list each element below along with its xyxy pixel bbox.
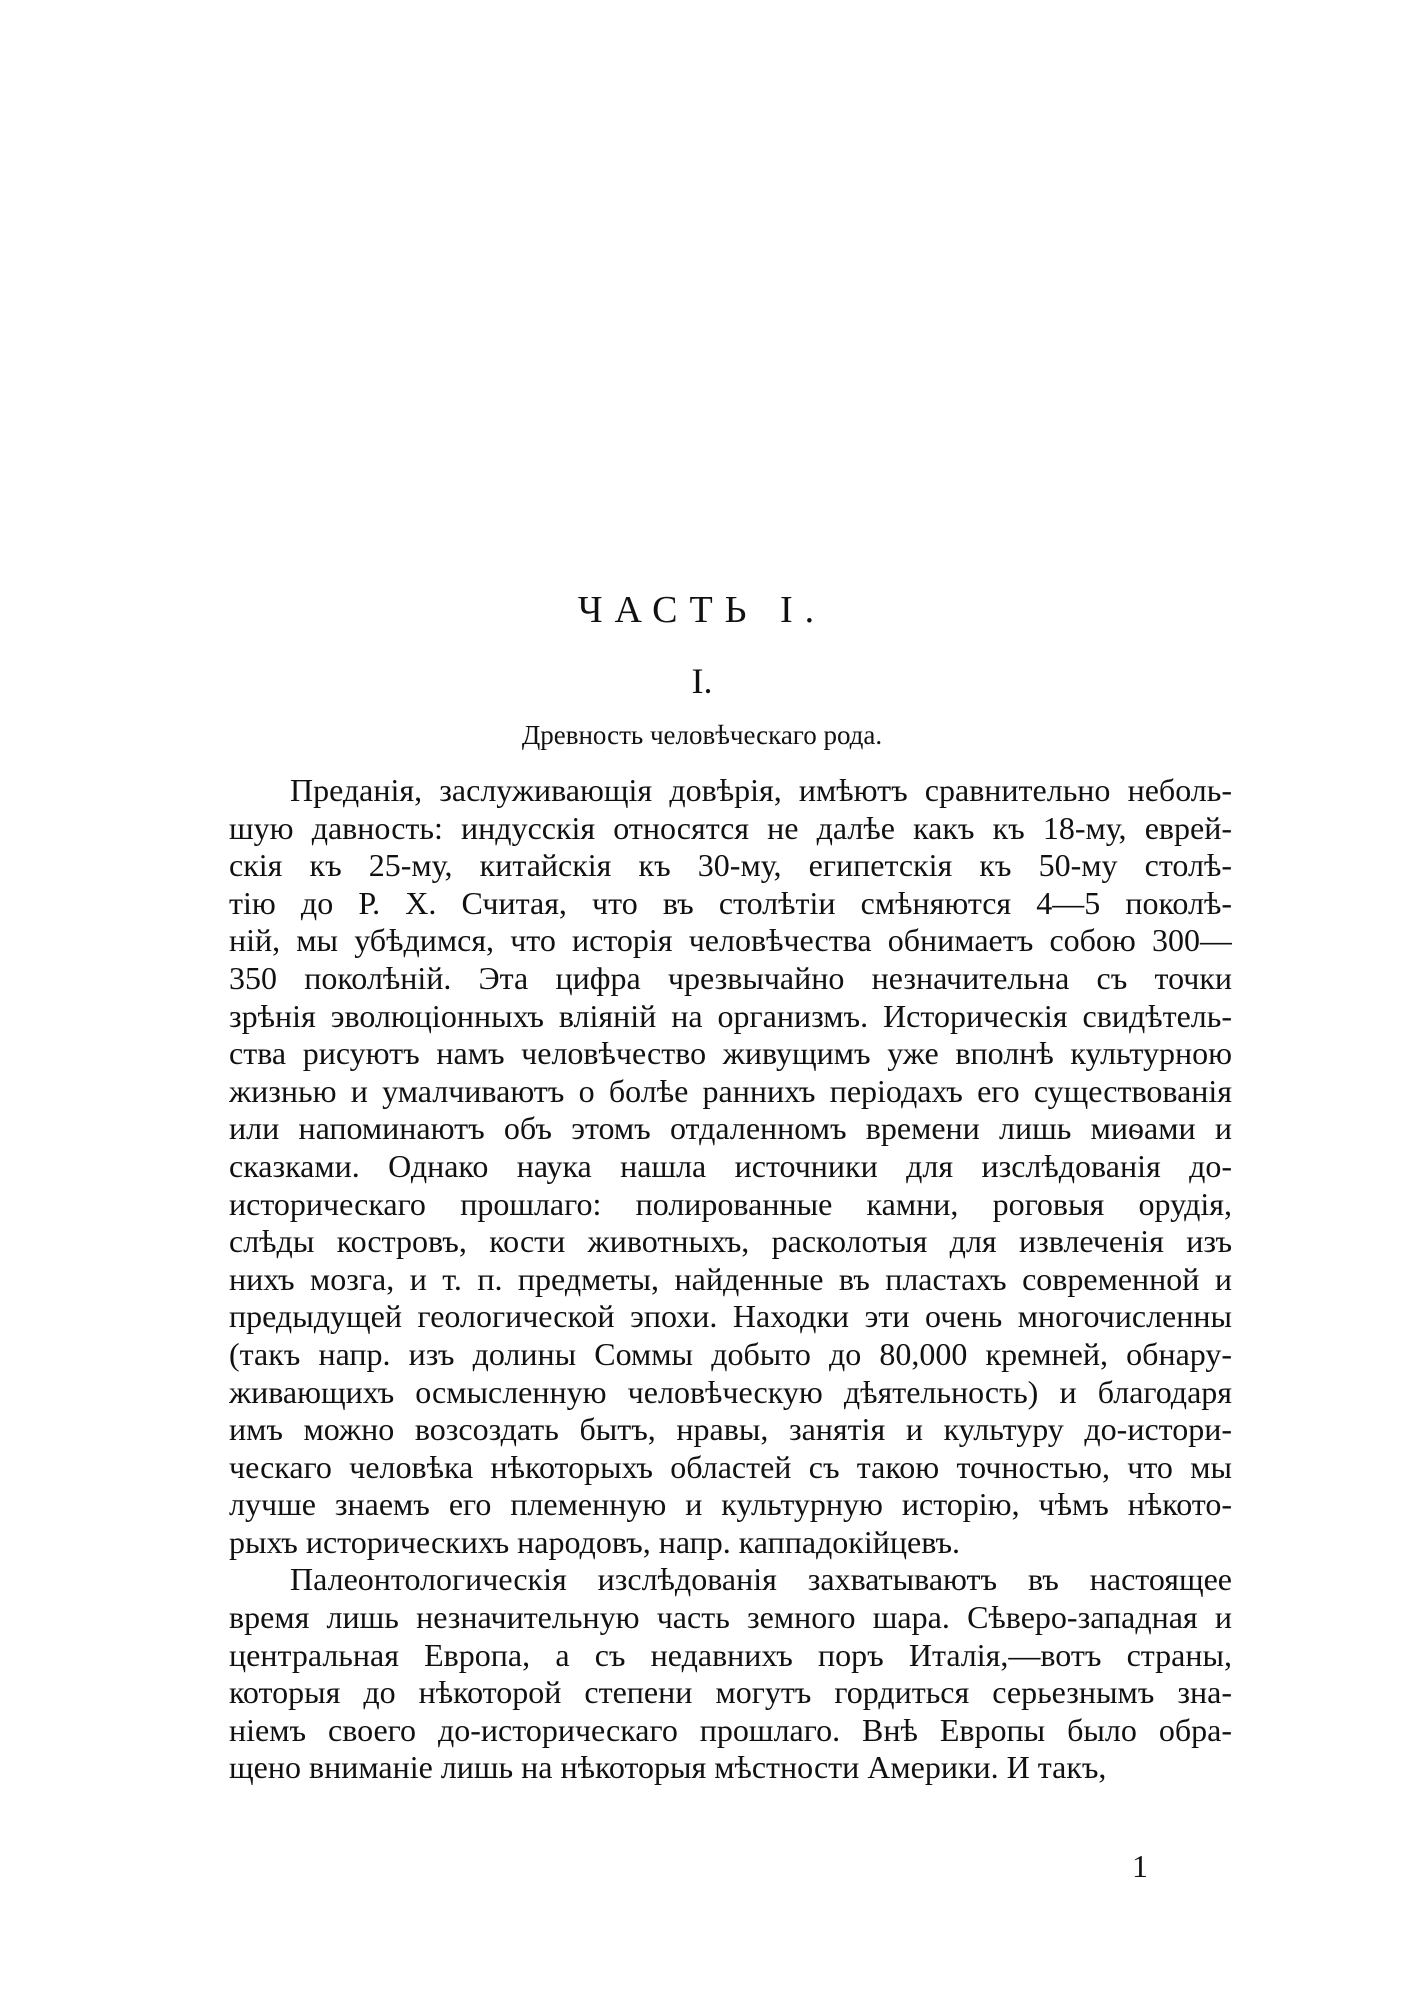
body-text <box>229 772 1232 1787</box>
text-line: жизнью и умалчиваютъ о болѣе раннихъ періодахъ его существованія <box>229 1072 1232 1109</box>
page-number: 1 <box>1132 1848 1148 1884</box>
paragraph <box>229 1561 1232 1787</box>
text-line: время лишь незначительную часть земного шара. Сѣверо-западная и <box>229 1599 1232 1636</box>
text-line: тію до Р. Х. Считая, что въ столѣтіи смѣняются 4—5 поколѣ- <box>229 884 1232 921</box>
text-line: щено вниманіе лишь на нѣкоторыя мѣстности Америки. И такъ, <box>229 1749 1107 1786</box>
chapter-title: Древность человѣческаго рода. <box>521 720 883 750</box>
text-line: предыдущей геологической эпохи. Находки эти очень многочисленны <box>229 1298 1232 1335</box>
text-line: ства рисуютъ намъ человѣчество живущимъ уже вполнѣ культурною <box>229 1035 1232 1072</box>
part-title: ЧАСТЬ I. <box>577 589 827 631</box>
text-line: центральная Европа, а съ недавнихъ поръ Италія,—вотъ страны, <box>229 1636 1232 1673</box>
text-line: ній, мы убѣдимся, что исторія человѣчества обнимаетъ собою 300— <box>229 922 1232 959</box>
text-line: (такъ напр. изъ долины Соммы добыто до 80,000 кремней, обнару- <box>229 1335 1232 1372</box>
text-line: скія къ 25-му, китайскія къ 30-му, египетскія къ 50-му столѣ- <box>229 847 1232 884</box>
text-line: лучше знаемъ его племенную и культурную исторію, чѣмъ нѣкото- <box>229 1486 1232 1523</box>
text-line: сказками. Однако наука нашла источники для изслѣдованія до- <box>229 1147 1232 1184</box>
text-line: слѣды костровъ, кости животныхъ, расколотыя для извлеченія изъ <box>229 1223 1232 1260</box>
text-line: Палеонтологическія изслѣдованія захватываютъ въ настоящее <box>290 1561 1232 1598</box>
text-line: нихъ мозга, и т. п. предметы, найденные въ пластахъ современной и <box>229 1260 1232 1297</box>
paragraph <box>229 772 1232 1561</box>
text-line: рыхъ историческихъ народовъ, напр. каппадокійцевъ. <box>229 1523 961 1560</box>
text-line: Преданія, заслуживающія довѣрія, имѣютъ сравнительно неболь- <box>290 772 1232 808</box>
text-line: или напоминаютъ объ этомъ отдаленномъ времени лишь миѳами и <box>229 1110 1232 1147</box>
text-line: зрѣнія эволюціонныхъ вліяній на организмъ. Историческія свидѣтель- <box>229 997 1232 1034</box>
text-line: 350 поколѣній. Эта цифра чрезвычайно незначительна съ точки <box>229 959 1232 996</box>
text-line: шую давность: индусскія относятся не далѣе какъ къ 18-му, еврей- <box>229 809 1232 846</box>
text-line: ніемъ своего до-историческаго прошлаго. Внѣ Европы было обра- <box>229 1711 1232 1748</box>
text-line: которыя до нѣкоторой степени могутъ гордиться серьезнымъ зна- <box>229 1674 1232 1711</box>
text-line: живающихъ осмысленную человѣческую дѣятельность) и благодаря <box>229 1373 1232 1410</box>
text-line: историческаго прошлаго: полированные камни, роговыя орудія, <box>229 1185 1232 1222</box>
text-line: ческаго человѣка нѣкоторыхъ областей съ такою точностью, что мы <box>229 1448 1232 1485</box>
text-line: имъ можно возсоздать бытъ, нравы, занятія и культуру до-истори- <box>229 1411 1232 1448</box>
chapter-number: I. <box>691 661 713 701</box>
